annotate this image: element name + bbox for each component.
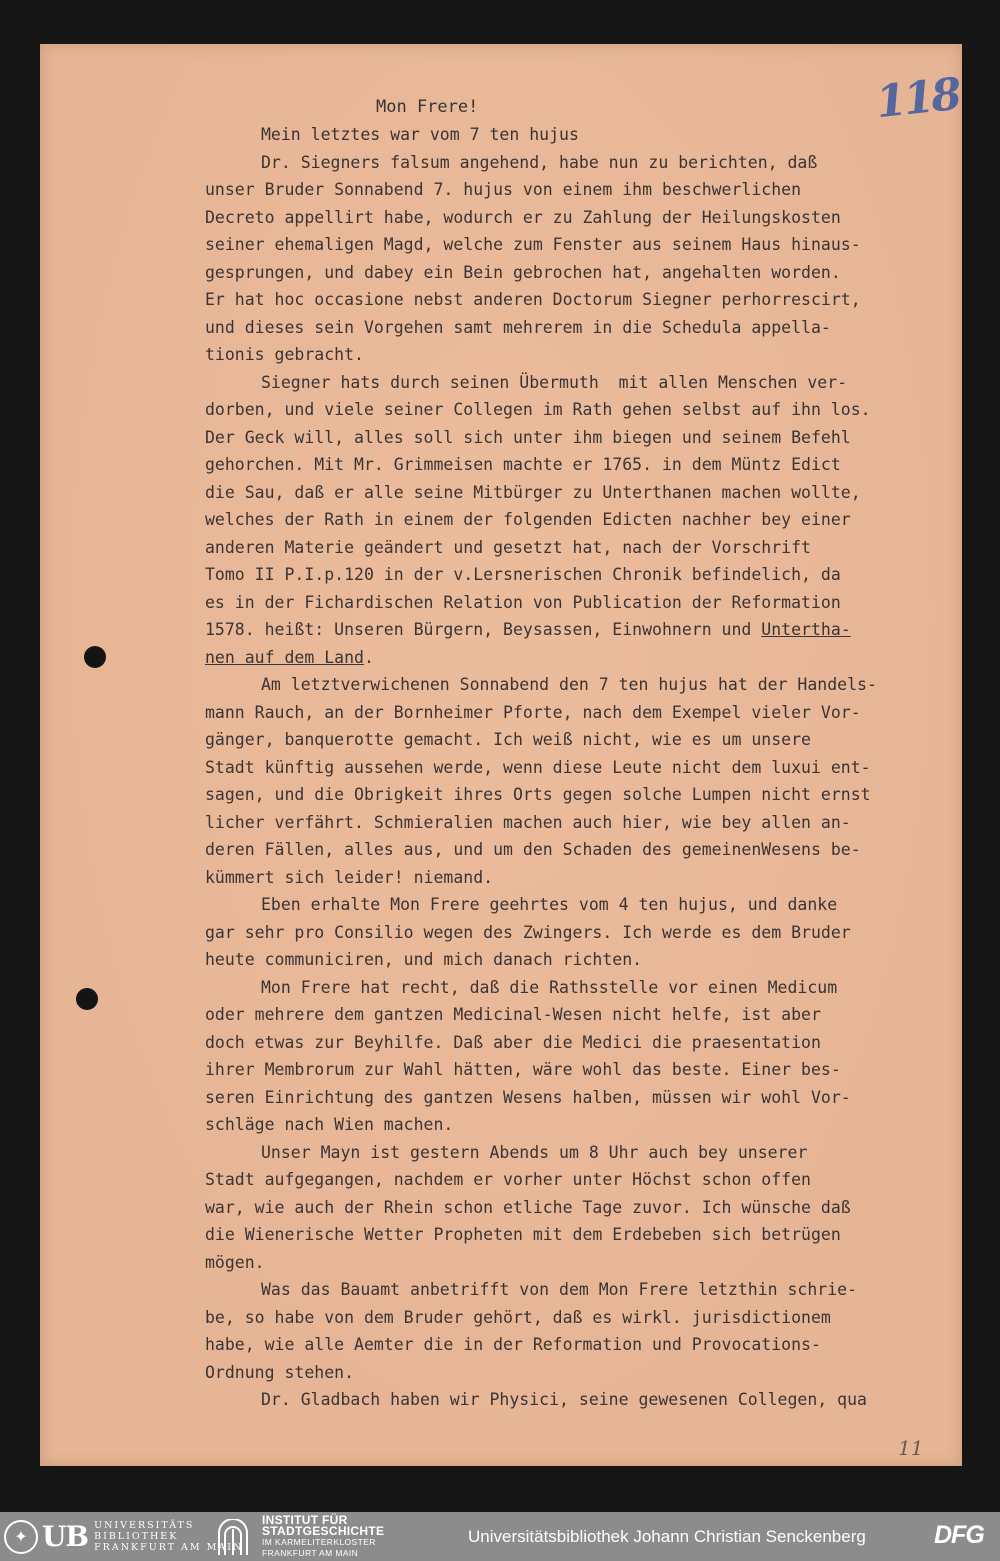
library-name[interactable]: Universitätsbibliothek Johann Christian Senckenberg [468, 1527, 866, 1546]
text-line [205, 1249, 965, 1277]
text-line [205, 1359, 965, 1387]
text-line [205, 259, 965, 287]
text-line-content: seiner ehemaligen Magd, welche zum Fenster aus seinem Haus hinaus- [205, 235, 861, 254]
text-line [205, 671, 965, 699]
text-line [205, 946, 965, 974]
ub-line: UNIVERSITÄTS [94, 1520, 195, 1531]
ub-logo[interactable] [4, 1512, 243, 1561]
text-line-content: die Sau, daß er alle seine Mitbürger zu Unterthanen machen wollte, [205, 482, 861, 502]
isg-text [262, 1512, 385, 1559]
text-line-content: sagen, und die Obrigkeit ihres Orts gegen solche Lumpen nicht ernst [205, 785, 871, 804]
text-line [205, 1386, 965, 1414]
text-line-content: gesprungen, und dabey ein Bein gebrochen hat, angehalten worden. [205, 262, 841, 282]
text-line [205, 314, 965, 342]
text-line-content: Der Geck will, alles soll sich unter ihm biegen und seinem Befehl [205, 427, 851, 447]
text-line-content: tionis gebracht. [205, 345, 364, 364]
text-line-content: doch etwas zur Beyhilfe. Daß aber die Medici die praesentation [205, 1032, 821, 1052]
punch-hole [84, 646, 106, 668]
text-line-content: Er hat hoc occasione nebst anderen Doctorum Siegner perhorrescirt, [205, 290, 861, 309]
text-line [205, 204, 965, 232]
text-line-suffix: . [363, 647, 374, 667]
text-line-content: ihrer Membrorum zur Wahl hätten, wäre wohl das beste. Einer bes- [205, 1060, 841, 1079]
ub-line: FRANKFURT AM MAIN [94, 1542, 244, 1553]
dfg-logo[interactable]: DFG [934, 1521, 984, 1549]
text-line-content: Dr. Gladbach haben wir Physici, seine gewesenen Collegen, qua [261, 1390, 867, 1409]
text-line-content: Mon Frere hat recht, daß die Rathsstelle vor einen Medicum [261, 977, 838, 997]
text-line-content: war, wie auch der Rhein schon etliche Tage zuvor. Ich wünsche daß [205, 1197, 851, 1217]
text-line [205, 506, 965, 534]
text-line-content: Dr. Siegners falsum angehend, habe nun zu berichten, daß [261, 152, 818, 172]
text-line-content: heute communiciren, und mich danach richten. [205, 950, 643, 969]
text-line-content: Eben erhalte Mon Frere geehrtes vom 4 ten hujus, und danke [261, 895, 838, 914]
text-line-content: Stadt künftig aussehen werde, wenn diese Leute nicht dem luxui ent- [205, 757, 871, 777]
text-line [205, 121, 965, 149]
text-line-content: gänger, banquerotte gemacht. Ich weiß nicht, wie es um unsere [205, 730, 811, 749]
text-line [205, 1029, 965, 1057]
text-line [205, 1001, 965, 1029]
text-line [205, 1056, 965, 1084]
text-line-content: gar sehr pro Consilio wegen des Zwingers. Ich werde es dem Bruder [205, 922, 851, 942]
corner-mark: 11 [898, 1436, 924, 1460]
text-line [205, 1084, 965, 1112]
punch-hole [76, 988, 98, 1010]
underlined-text: nen auf dem Land [205, 647, 364, 667]
footer-bar [0, 1512, 1000, 1561]
text-line-content: Mein letztes war vom 7 ten hujus [261, 125, 579, 144]
text-line [205, 176, 965, 204]
text-line [205, 396, 965, 424]
isg-line: IM KARMELITERKLOSTER [262, 1536, 376, 1547]
arch-icon [216, 1519, 250, 1555]
text-line [205, 561, 965, 589]
text-line [205, 341, 965, 369]
text-line-content: deren Fällen, alles aus, und um den Schaden des gemeinenWesens be- [205, 840, 861, 859]
text-line [205, 231, 965, 259]
letter-body [205, 121, 965, 1414]
text-line-content: gehorchen. Mit Mr. Grimmeisen machte er 1765. in dem Müntz Edict [205, 455, 841, 474]
isg-line: INSTITUT FÜR [262, 1512, 348, 1527]
text-line-content: 1578. heißt: Unseren Bürgern, Beysassen, Einwohnern und [205, 620, 762, 639]
text-line-content: mögen. [205, 1252, 265, 1272]
text-line [205, 1194, 965, 1222]
text-line [205, 369, 965, 397]
text-line [205, 1331, 965, 1359]
text-line-content: Ordnung stehen. [205, 1362, 355, 1382]
text-line [205, 1139, 965, 1167]
text-line-content: anderen Materie geändert und gesetzt hat, nach der Vorschrift [205, 537, 811, 557]
isg-line: FRANKFURT AM MAIN [262, 1547, 359, 1558]
ub-letters: UB [42, 1520, 89, 1553]
text-line [205, 1276, 965, 1304]
text-line [205, 974, 965, 1002]
text-line-content: Am letztverwichenen Sonnabend den 7 ten hujus hat der Handels- [261, 675, 877, 694]
text-line-content: Decreto appellirt habe, wodurch er zu Zahlung der Heilungskosten [205, 207, 841, 227]
text-line [205, 1166, 965, 1194]
text-line [205, 699, 965, 727]
text-line-content: unser Bruder Sonnabend 7. hujus von einem ihm beschwerlichen [205, 180, 802, 199]
text-line-content: die Wienerische Wetter Propheten mit dem Erdebeben sich betrügen [205, 1225, 841, 1244]
text-line [205, 589, 965, 617]
text-line [205, 479, 965, 507]
salutation: Mon Frere! [376, 97, 479, 117]
text-line [205, 1304, 965, 1332]
text-line [205, 1221, 965, 1249]
text-line [205, 864, 965, 892]
text-line [205, 1111, 965, 1139]
text-line-content: und dieses sein Vorgehen samt mehrerem in die Schedula appella- [205, 317, 831, 337]
seal-icon: ✦ [4, 1520, 38, 1554]
text-line-content: schläge nach Wien machen. [205, 1115, 454, 1134]
text-line-content: mann Rauch, an der Bornheimer Pforte, nach dem Exempel vieler Vor- [205, 702, 861, 722]
text-line [205, 286, 965, 314]
text-line [205, 644, 965, 672]
text-line [205, 534, 965, 562]
text-line [205, 781, 965, 809]
text-line [205, 726, 965, 754]
text-line [205, 836, 965, 864]
text-line [205, 809, 965, 837]
text-line [205, 891, 965, 919]
text-line-content: oder mehrere dem gantzen Medicinal-Wesen nicht helfe, ist aber [205, 1005, 821, 1024]
text-line [205, 424, 965, 452]
text-line [205, 149, 965, 177]
text-line-content: Tomo II P.I.p.120 in der v.Lersnerischen Chronik befindelich, da [205, 565, 841, 584]
page-number-annotation: 118 [873, 68, 962, 129]
isg-logo[interactable] [216, 1512, 384, 1561]
text-line-content: seren Einrichtung des gantzen Wesens halben, müssen wir wohl Vor- [205, 1087, 851, 1107]
text-line-content: welches der Rath in einem der folgenden Edicten nachher bey einer [205, 510, 851, 529]
text-line-content: Stadt aufgegangen, nachdem er vorher unter Höchst schon offen [205, 1170, 811, 1189]
text-line-content: dorben, und viele seiner Collegen im Rath gehen selbst auf ihn los. [205, 400, 871, 419]
text-line-content: Siegner hats durch seinen Übermuth mit allen Menschen ver- [261, 372, 848, 392]
text-line [205, 451, 965, 479]
ub-line: BIBLIOTHEK [94, 1531, 179, 1542]
text-line [205, 616, 965, 644]
text-line-content: habe, wie alle Aemter die in der Reformation und Provocations- [205, 1335, 821, 1354]
text-line-content: Unser Mayn ist gestern Abends um 8 Uhr auch bey unserer [261, 1142, 808, 1162]
text-line-content: be, so habe von dem Bruder gehört, daß es wirkl. jurisdictionem [205, 1307, 831, 1327]
isg-line: STADTGESCHICHTE [262, 1523, 385, 1538]
text-line [205, 754, 965, 782]
text-line [205, 919, 965, 947]
text-line-content: kümmert sich leider! niemand. [205, 867, 494, 887]
underlined-text: Untertha- [761, 620, 851, 639]
text-line-content: Was das Bauamt anbetrifft von dem Mon Frere letzthin schrie- [261, 1280, 858, 1299]
text-line-content: licher verfährt. Schmieralien machen auch hier, wie bey allen an- [205, 812, 851, 832]
text-line-content: es in der Fichardischen Relation von Publication der Reformation [205, 592, 841, 612]
